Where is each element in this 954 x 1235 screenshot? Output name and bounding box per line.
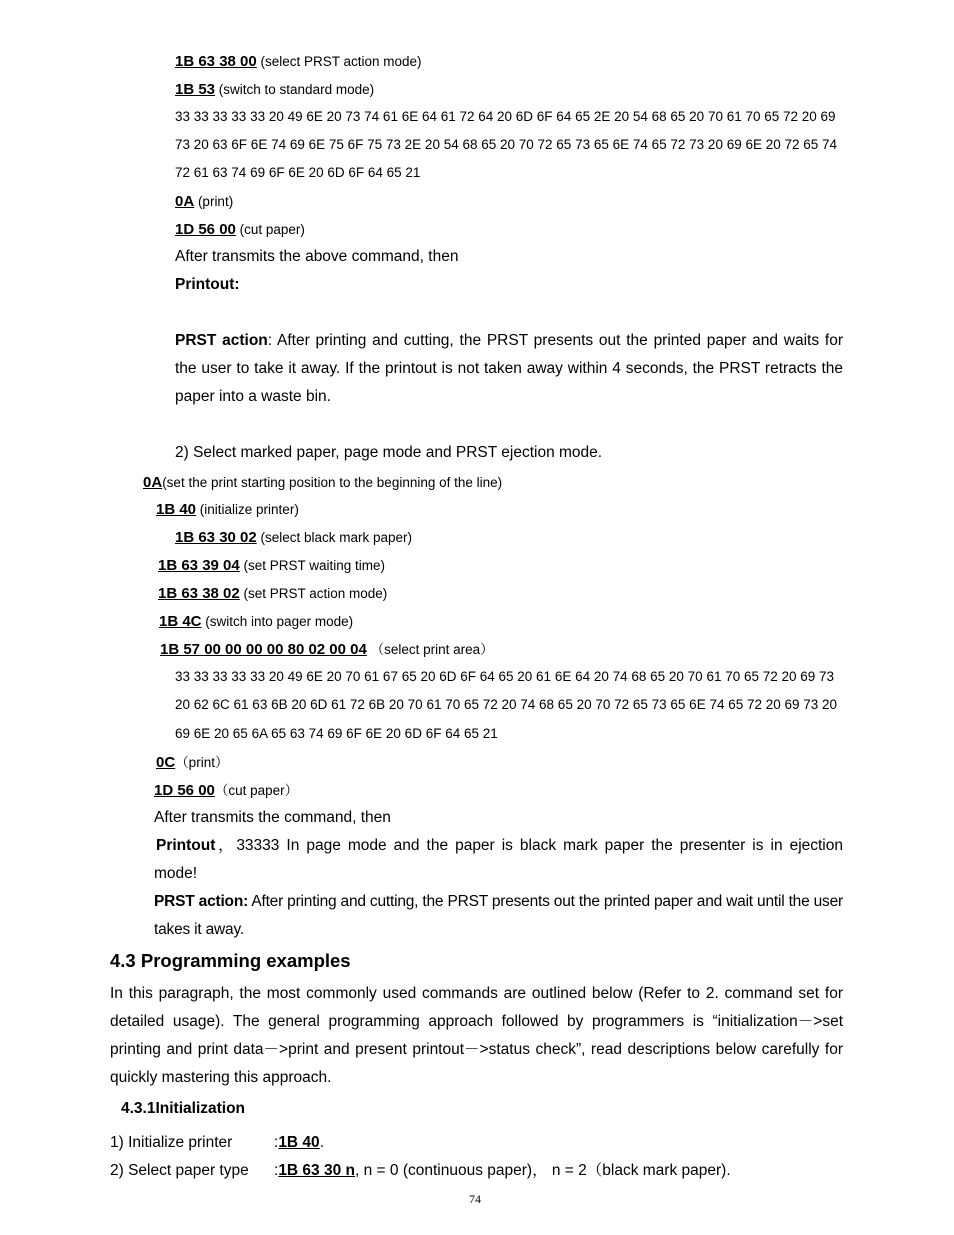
prst-action-paragraph (154, 888, 843, 944)
command-note: （cut paper） (214, 783, 299, 798)
printout-text: ，33333 In page mode and the paper is black mark paper the presenter is in ejection mode! (154, 837, 843, 882)
body-text: After transmits the above command, then (175, 248, 459, 265)
command-note: （select print area） (366, 642, 494, 657)
step-label: 2) Select paper type (110, 1162, 249, 1179)
command-line (143, 473, 502, 492)
prst-action-label: PRST action (175, 332, 268, 349)
command-code: 0A (143, 474, 163, 491)
command-code: 1B 53 (175, 81, 216, 98)
subsection-heading: 4.3.1Initialization (121, 1100, 246, 1117)
init-step-1 (110, 1134, 232, 1153)
command-code: 1B 63 39 04 (158, 557, 240, 574)
command-note: (select PRST action mode) (256, 54, 422, 69)
command-line (175, 52, 422, 71)
prst-action-text: After printing and cutting, the PRST presents out the printed paper and wait until the user takes it away. (154, 893, 843, 938)
command-note: （print） (175, 755, 229, 770)
command-code: 1B 40 (156, 501, 197, 518)
command-note: (print) (194, 194, 234, 209)
init-step-1-command (274, 1134, 324, 1153)
command-code: 1D 56 00 (175, 221, 236, 238)
command-code: 1B 63 30 n (278, 1162, 355, 1179)
command-line (158, 584, 387, 603)
command-line (175, 192, 233, 211)
init-step-2 (110, 1162, 249, 1181)
hex-data-line: 73 20 63 6F 6E 74 69 6E 75 6F 75 73 2E 20 54 68 65 20 70 72 65 73 65 6E 74 65 72 73 20 69 6E 20 72 65 74 (175, 137, 838, 152)
section-paragraph: In this paragraph, the most commonly used commands are outlined below (Refer to 2. command set for detailed usage). The general programming approach followed by programmers is “initialization－>set printing and print data－>print and present printout－>status check”, read descriptions below carefully for quickly mastering this approach. (110, 985, 843, 1086)
section-heading: 4.3 Programming examples (110, 950, 351, 971)
hex-data-line: 72 61 63 74 69 6F 6E 20 6D 6F 64 65 21 (175, 165, 421, 180)
command-note: (set PRST waiting time) (239, 558, 386, 573)
page-number: 74 (469, 1192, 481, 1206)
hex-data-line: 20 62 6C 61 63 6B 20 6D 61 72 6B 20 70 61 70 65 72 20 74 68 65 20 70 72 65 73 65 6E 74 65 72 20 69 73 20 (175, 697, 838, 712)
colon: : (274, 1162, 279, 1179)
command-line (175, 80, 374, 99)
command-line (154, 781, 298, 800)
hex-data-line: 33 33 33 33 33 20 49 6E 20 73 74 61 6E 64 61 72 64 20 6D 6F 64 65 2E 20 54 68 65 20 70 61 70 65 72 20 69 (175, 109, 836, 124)
prst-action-text: : After printing and cutting, the PRST presents out the printed paper and waits for the user to take it away. If the printout is not taken away within 4 seconds, the PRST retracts the paper into a waste bin. (175, 332, 843, 405)
command-code: 1B 63 38 00 (175, 53, 257, 70)
printout-label: Printout (156, 837, 216, 854)
prst-action-label: PRST action: (154, 893, 249, 910)
hex-data-line: 33 33 33 33 33 20 49 6E 20 70 61 67 65 20 6D 6F 64 65 20 61 6E 64 20 74 68 65 20 70 61 70 65 72 20 69 73 (175, 669, 835, 684)
command-code: 1B 63 30 02 (175, 529, 257, 546)
command-code: 1D 56 00 (154, 782, 215, 799)
init-step-2-command (274, 1162, 731, 1181)
command-note: (cut paper) (235, 222, 305, 237)
step-detail: , n = 0 (continuous paper)， n = 2（black mark paper). (355, 1162, 731, 1179)
command-note: (select black mark paper) (256, 530, 413, 545)
step-label: 1) Initialize printer (110, 1134, 233, 1151)
command-line (156, 753, 228, 772)
command-code: 1B 40 (278, 1134, 320, 1151)
body-text: After transmits the command, then (154, 809, 391, 826)
command-note: (switch into pager mode) (201, 614, 354, 629)
command-code: 1B 57 00 00 00 00 80 02 00 04 (160, 641, 367, 658)
command-line (175, 528, 412, 547)
command-line (160, 640, 494, 659)
command-code: 1B 4C (159, 613, 202, 630)
command-code: 1B 63 38 02 (158, 585, 240, 602)
step-intro: 2) Select marked paper, page mode and PRST ejection mode. (175, 444, 603, 461)
command-note: (set PRST action mode) (239, 586, 388, 601)
command-note: (switch to standard mode) (215, 82, 375, 97)
command-note: (initialize printer) (196, 502, 299, 517)
command-line (159, 612, 353, 631)
printout-paragraph (154, 832, 843, 888)
command-line (156, 500, 299, 519)
command-code: 0A (175, 193, 195, 210)
prst-action-paragraph (175, 327, 843, 411)
command-note: (set the print starting position to the beginning of the line) (162, 475, 503, 490)
printout-label: Printout: (175, 276, 240, 293)
command-code: 0C (156, 754, 176, 771)
punctuation: . (319, 1134, 324, 1151)
hex-data-line: 69 6E 20 65 6A 65 63 74 69 6F 6E 20 6D 6F 64 65 21 (175, 726, 498, 741)
command-line (175, 220, 305, 239)
colon: : (274, 1134, 279, 1151)
command-line (158, 556, 385, 575)
